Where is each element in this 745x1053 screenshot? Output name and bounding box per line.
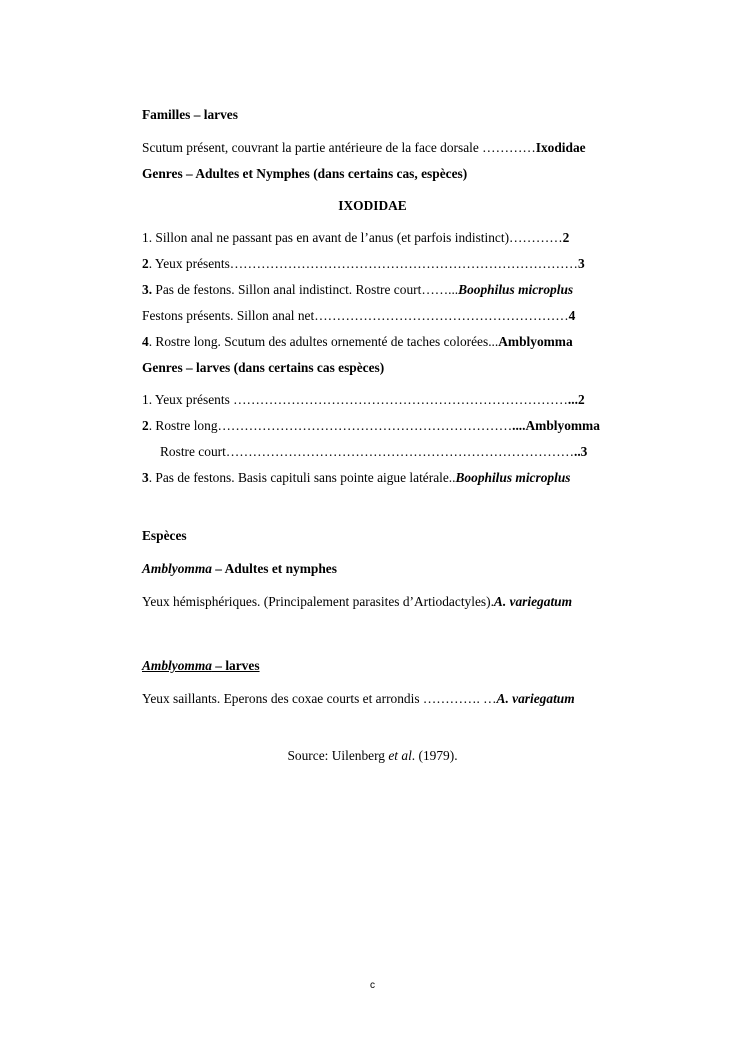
genus-name: Amblyomma <box>142 658 212 673</box>
subheading-rest: – Adultes et nymphes <box>211 561 337 576</box>
key-line-result: Boophilus microplus <box>455 470 571 485</box>
larva-key-line-3 <box>142 470 570 486</box>
larva-key-line-2b <box>160 444 587 460</box>
family-title-ixodidae: IXODIDAE <box>338 198 407 213</box>
key-line-result: ....Amblyomma <box>512 418 600 433</box>
source-citation <box>0 748 745 764</box>
subheading-amblyomma-larves <box>142 658 260 674</box>
key-line-text: Yeux hémisphériques. (Principalement parasites d’Artiodactyles). <box>142 594 494 609</box>
key-line-familles <box>142 140 586 156</box>
key-line-text: . Yeux présents…………………………………………………………………… <box>148 256 578 271</box>
key-line-3 <box>142 282 573 298</box>
section-heading-genres-larves: Genres – larves (dans certains cas espèces) <box>142 360 385 375</box>
key-line-text: Pas de festons. Sillon anal indistinct. Rostre court……... <box>152 282 459 297</box>
key-line-result: A. variegatum <box>496 691 575 706</box>
source-etal: et al <box>388 748 412 763</box>
key-line-text: . Rostre long. Scutum des adultes ornementé de taches colorées... <box>148 334 499 349</box>
section-heading-genres-adultes: Genres – Adultes et Nymphes (dans certains cas, espèces) <box>142 166 468 181</box>
larva-key-line-1 <box>142 392 585 408</box>
subheading-amblyomma-adultes <box>142 561 337 577</box>
key-line-result: A. variegatum <box>493 594 573 609</box>
page-number: c <box>370 980 375 991</box>
source-suffix: . (1979). <box>411 748 458 763</box>
larva-key-line-2 <box>142 418 600 434</box>
key-line-result: Ixodidae <box>535 140 586 155</box>
section-heading-familles-larves: Familles – larves <box>142 107 238 122</box>
key-number: 3. <box>142 282 153 297</box>
source-prefix: Source: Uilenberg <box>287 748 389 763</box>
key-line-result: 2 <box>562 230 570 245</box>
key-line-1 <box>142 230 569 246</box>
key-line-text: Festons présents. Sillon anal net………………………………………………… <box>142 308 569 323</box>
key-line-text: Rostre court…………………………………………………………………… <box>160 444 574 459</box>
key-number: 3 <box>142 470 149 485</box>
key-line-result: 4 <box>568 308 576 323</box>
key-number: 2 <box>142 256 149 271</box>
genus-name: Amblyomma <box>142 561 212 576</box>
section-heading-especes: Espèces <box>142 528 187 543</box>
species-line-adultes <box>142 594 572 610</box>
key-line-result: Amblyomma <box>498 334 573 349</box>
key-line-text: 1. Yeux présents ………………………………………………………………… <box>142 392 568 407</box>
key-number: 2 <box>142 418 149 433</box>
key-number: 4 <box>142 334 149 349</box>
key-line-text: 1. Sillon anal ne passant pas en avant de l’anus (et parfois indistinct)………… <box>142 230 563 245</box>
key-line-text: Scutum présent, couvrant la partie antérieure de la face dorsale ………… <box>142 140 536 155</box>
species-line-larves <box>142 691 575 707</box>
key-line-3b <box>142 308 575 324</box>
key-line-result: Boophilus microplus <box>458 282 574 297</box>
subheading-rest: – larves <box>211 658 260 673</box>
key-line-result: 3 <box>577 256 585 271</box>
key-line-text: Yeux saillants. Eperons des coxae courts et arrondis …………. … <box>142 691 497 706</box>
key-line-result: ...2 <box>567 392 585 407</box>
key-line-4 <box>142 334 573 350</box>
key-line-text: . Rostre long………………………………………………………… <box>148 418 513 433</box>
key-line-2 <box>142 256 585 272</box>
key-line-result: ..3 <box>573 444 588 459</box>
key-line-text: . Pas de festons. Basis capituli sans pointe aigue latérale.. <box>148 470 456 485</box>
